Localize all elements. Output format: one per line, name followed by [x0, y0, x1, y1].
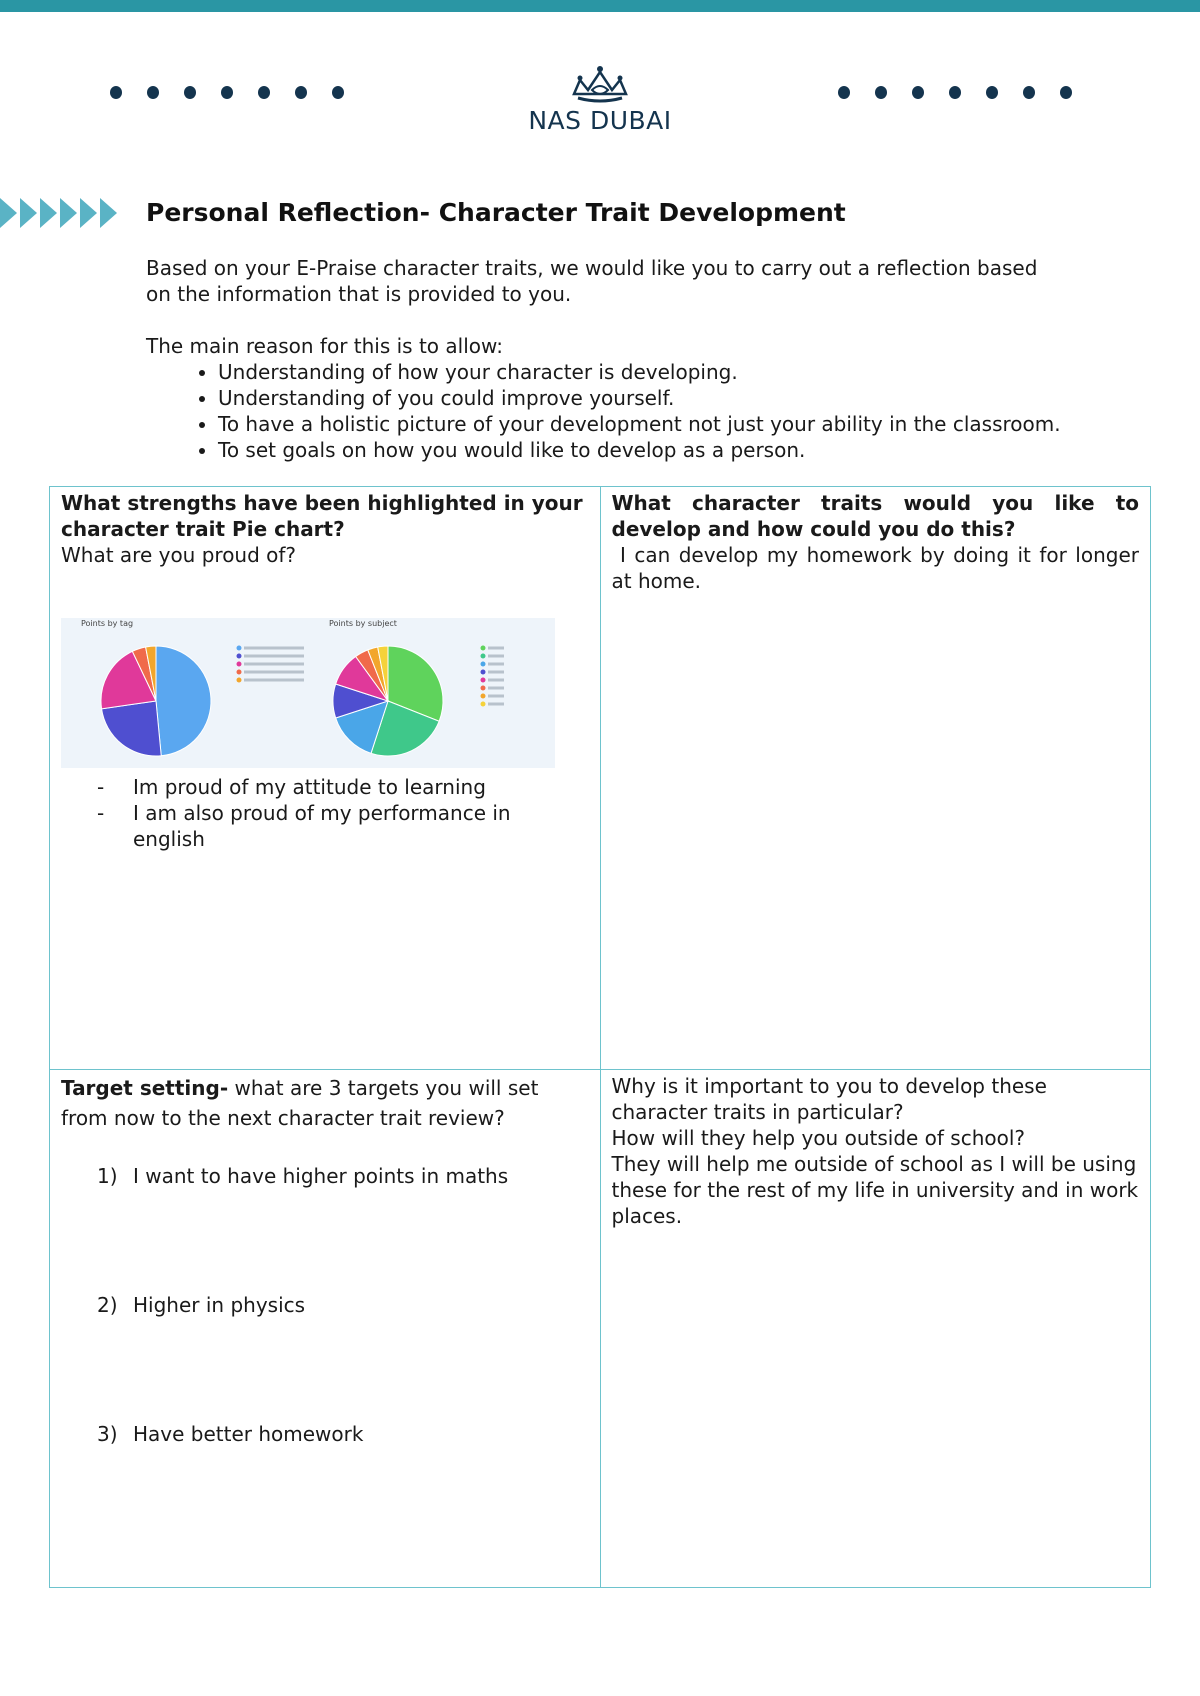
legend-swatch — [481, 678, 486, 683]
legend-swatch — [237, 670, 242, 675]
legend-label-placeholder — [488, 647, 504, 650]
legend-swatch — [481, 662, 486, 667]
target-item — [61, 1421, 589, 1447]
school-logo — [510, 60, 690, 130]
decorative-dots-left — [110, 86, 344, 99]
target-item — [61, 1163, 589, 1189]
legend-swatch — [481, 670, 486, 675]
legend-label-placeholder — [244, 655, 304, 658]
decorative-dots-right — [838, 86, 1072, 99]
top-accent-bar — [0, 0, 1200, 12]
importance-question: Why is it important to you to develop these character traits in particular? — [611, 1074, 1047, 1124]
pie-title-subjects: Points by subject — [329, 619, 397, 628]
targets-lead-bold: Target setting- — [61, 1076, 229, 1100]
legend-swatch — [481, 654, 486, 659]
target-number: 1) — [97, 1164, 118, 1188]
target-text: I want to have higher points in maths — [133, 1164, 509, 1188]
legend-label-placeholder — [488, 679, 504, 682]
legend-label-placeholder — [488, 655, 504, 658]
intro-section — [146, 255, 1066, 463]
target-number: 2) — [97, 1293, 118, 1317]
target-item — [61, 1292, 589, 1318]
legend-swatch — [237, 678, 242, 683]
pie-slice-tag — [156, 646, 211, 756]
legend-label-placeholder — [488, 663, 504, 666]
legend-swatch — [481, 686, 486, 691]
outside-school-question: How will they help you outside of school? — [611, 1126, 1026, 1150]
list-item: • To have a holistic picture of your development not just your ability in the classroom. — [218, 411, 1066, 437]
legend-label-placeholder — [244, 647, 304, 650]
logo-text: NAS DUBAI — [528, 106, 672, 130]
list-item: • Understanding of how your character is developing. — [218, 359, 1066, 385]
reflection-table — [49, 486, 1151, 1588]
importance-cell[interactable] — [600, 1070, 1151, 1588]
legend-label-placeholder — [488, 671, 504, 674]
develop-cell[interactable] — [600, 487, 1151, 1070]
legend-label-placeholder — [488, 703, 504, 706]
legend-label-placeholder — [244, 663, 304, 666]
importance-answer: They will help me outside of school as I will be using these for the rest of my life in university and in work places. — [611, 1152, 1139, 1228]
targets-lead — [61, 1073, 589, 1133]
pie-title-tags: Points by tag — [81, 619, 134, 628]
page-title: Personal Reflection- Character Trait Development — [146, 198, 846, 227]
strengths-answers — [61, 774, 589, 852]
legend-swatch — [481, 646, 486, 651]
targets-list — [61, 1163, 589, 1447]
list-item: - Im proud of my attitude to learning — [97, 774, 589, 800]
legend-swatch — [481, 702, 486, 707]
crown-crest-icon — [568, 60, 632, 104]
strengths-subquestion: What are you proud of? — [61, 543, 297, 567]
legend-label-placeholder — [244, 671, 304, 674]
reason-lead: The main reason for this is to allow: — [146, 334, 504, 358]
reason-list — [146, 359, 1066, 463]
chevron-arrows-icon — [0, 198, 120, 228]
legend-swatch — [237, 654, 242, 659]
targets-cell[interactable] — [50, 1070, 601, 1588]
list-item: - I am also proud of my performance in english — [97, 800, 589, 852]
target-text: Higher in physics — [133, 1293, 306, 1317]
develop-question: What character traits would you like to develop and how could you do this? — [611, 491, 1139, 541]
legend-swatch — [481, 694, 486, 699]
strengths-cell[interactable] — [50, 487, 601, 1070]
legend-label-placeholder — [488, 695, 504, 698]
pie-charts-image — [61, 618, 555, 768]
intro-paragraph: Based on your E-Praise character traits, we would like you to carry out a reflection based on the information that is provided to you. — [146, 256, 1038, 306]
legend-label-placeholder — [244, 679, 304, 682]
legend-label-placeholder — [488, 687, 504, 690]
strengths-question: What strengths have been highlighted in your character trait Pie chart? — [61, 491, 583, 541]
legend-swatch — [237, 646, 242, 651]
pie-slice-tag — [102, 701, 162, 756]
legend-swatch — [237, 662, 242, 667]
target-text: Have better homework — [133, 1422, 364, 1446]
target-number: 3) — [97, 1422, 118, 1446]
targets-lead-text: what are 3 targets you will set from now to the next character trait review? — [61, 1076, 539, 1130]
list-item: • Understanding of you could improve yourself. — [218, 385, 1066, 411]
develop-answer: I can develop my homework by doing it for longer at home. — [611, 543, 1146, 593]
list-item: • To set goals on how you would like to develop as a person. — [218, 437, 1066, 463]
